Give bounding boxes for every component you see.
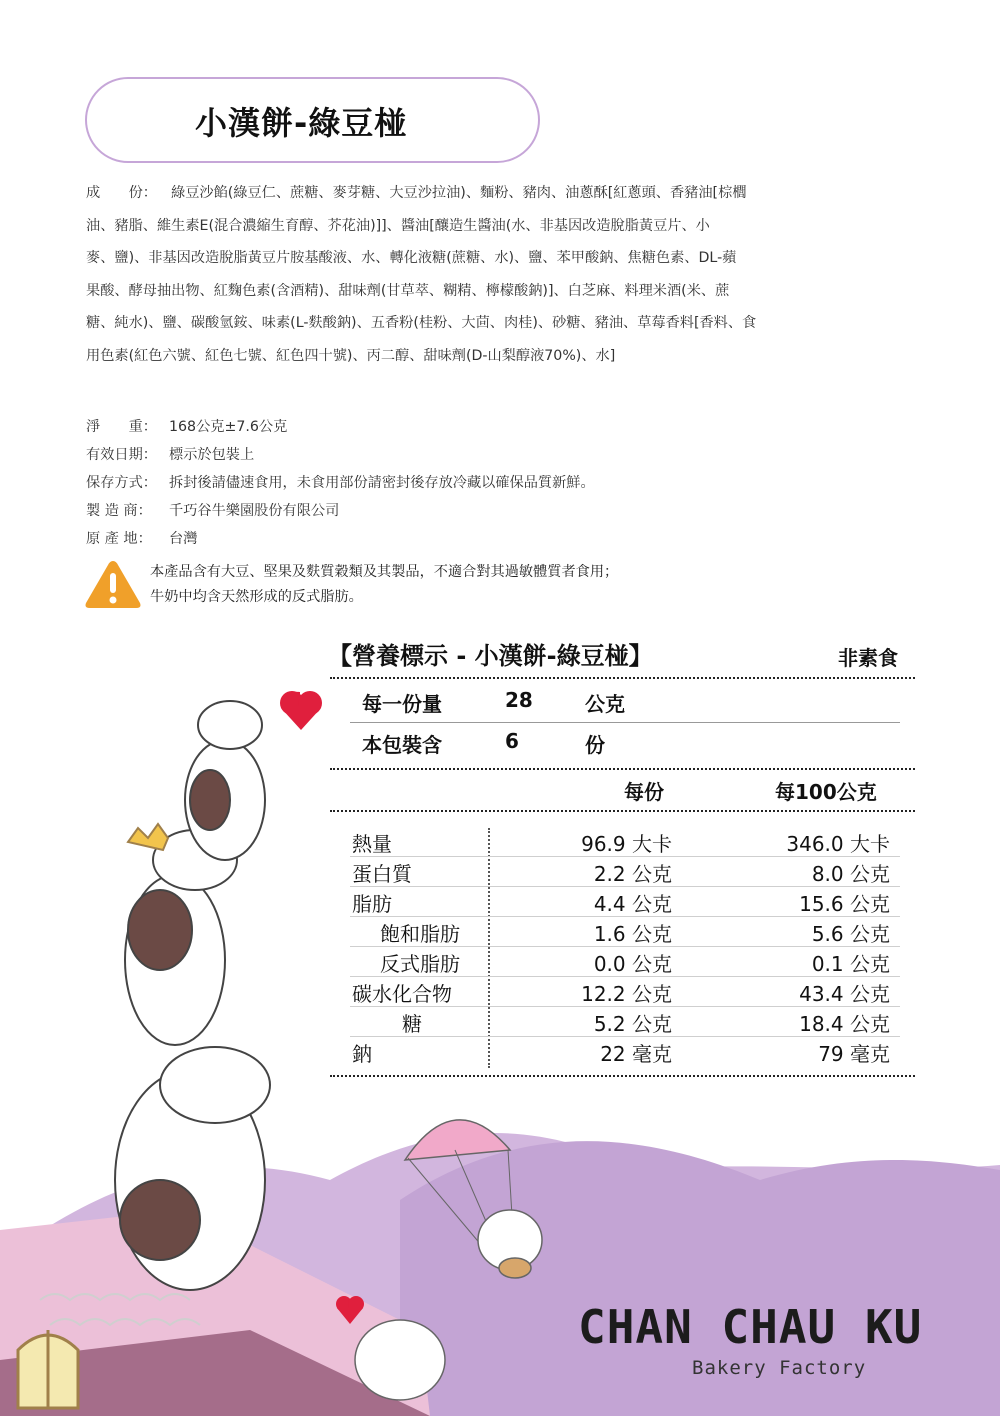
nutrient-per-100g: 8.0 公克 (811, 862, 890, 886)
nutrient-per-serving: 2.2 公克 (593, 862, 672, 886)
nutrition-row (350, 1038, 890, 1068)
nutrient-per-serving: 4.4 公克 (593, 892, 672, 916)
ingredients-line-3: 麥、鹽)、非基因改造脫脂黃豆片胺基酸液、水、轉化液糖(蔗糖、水)、鹽、苯甲酸鈉、焦糖色素、DL-蘋 (86, 250, 737, 266)
nutrient-per-serving: 96.9 大卡 (581, 832, 672, 856)
col-per-100g: 每100公克 (775, 780, 877, 804)
serving-size-label: 每一份量 (362, 692, 442, 716)
nutrition-row-divider (350, 856, 900, 857)
brand-subtitle: Bakery Factory (692, 1357, 867, 1379)
vegetarian-label: 非素食 (838, 646, 898, 670)
nutrition-row-divider (350, 916, 900, 917)
nutrient-per-100g: 346.0 大卡 (786, 832, 890, 856)
warning-icon (84, 558, 142, 610)
nutrition-row (350, 918, 890, 948)
warning-line-1: 本產品含有大豆、堅果及麩質穀類及其製品，不適合對其過敏體質者食用； (150, 564, 619, 580)
nutrition-row (350, 1008, 890, 1038)
nutrient-name: 反式脂肪 (380, 952, 460, 976)
nutrition-row (350, 978, 890, 1008)
nutrition-divider-top (330, 677, 915, 679)
nutrition-row (350, 858, 890, 888)
heart-top-tip (281, 708, 321, 730)
nutrition-row (350, 828, 890, 858)
nutrient-name: 蛋白質 (352, 862, 412, 886)
nutrient-per-100g: 18.4 公克 (799, 1012, 890, 1036)
nutrient-name: 熱量 (352, 832, 392, 856)
rabbit-basket (499, 1258, 531, 1278)
nutrition-row-divider (350, 886, 900, 887)
info-manufacturer: 製 造 商： 千巧谷牛樂園股份有限公司 (86, 503, 340, 519)
serving-size-value: 28 (505, 688, 533, 712)
info-origin: 原 產 地： 台灣 (86, 531, 198, 547)
ingredients-line-6: 用色素(紅色六號、紅色七號、紅色四十號)、丙二醇、甜味劑(D-山梨醇液70%)、水] (86, 347, 616, 364)
nutrition-title: 【營養標示 - 小漢餅-綠豆椪】 (328, 642, 653, 670)
rabbit-bottom (355, 1320, 445, 1400)
nutrient-name: 脂肪 (352, 892, 392, 916)
nutrient-name: 飽和脂肪 (380, 922, 460, 946)
nutrient-per-serving: 12.2 公克 (581, 982, 672, 1006)
nutrition-divider-head (330, 810, 915, 812)
nutrient-name: 鈉 (352, 1042, 372, 1066)
nutrient-per-serving: 0.0 公克 (593, 952, 672, 976)
product-info (86, 413, 595, 553)
nutrient-name: 碳水化合物 (352, 982, 452, 1006)
ingredients-line-5: 糖、純水)、鹽、碳酸氫銨、味素(L-麩酸鈉)、五香粉(桂粉、大茴、肉桂)、砂糖、豬油、草莓香料[香料、食 (86, 315, 757, 331)
nutrient-name: 糖 (402, 1012, 422, 1036)
nutrient-per-serving: 22 毫克 (600, 1042, 672, 1066)
nutrition-row (350, 888, 890, 918)
nutrition-row (350, 948, 890, 978)
cow-stack (115, 701, 270, 1290)
serving-size-unit: 公克 (585, 692, 625, 716)
product-title: 小漢餅-綠豆椪 (195, 104, 408, 142)
ingredients-block (86, 177, 916, 372)
info-expiry: 有效日期： 標示於包裝上 (86, 447, 255, 463)
nutrition-row-divider (350, 1036, 900, 1037)
servings-label: 本包裝含 (362, 733, 442, 757)
nutrient-per-100g: 5.6 公克 (811, 922, 890, 946)
nutrient-per-100g: 43.4 公克 (799, 982, 890, 1006)
nutrition-row-divider (350, 976, 900, 977)
ingredients-line-1: 成 份： 綠豆沙餡(綠豆仁、蔗糖、麥芽糖、大豆沙拉油)、麵粉、豬肉、油蔥酥[紅蔥頭、香豬油[棕櫚 (86, 177, 916, 210)
serving-divider (350, 722, 900, 723)
allergen-warning (150, 560, 618, 610)
nutrition-divider-bottom (330, 1075, 915, 1077)
brand-name: CHAN CHAU KU (578, 1300, 923, 1354)
nutrient-per-serving: 5.2 公克 (593, 1012, 672, 1036)
info-net-weight: 淨 重： 168公克±7.6公克 (86, 419, 288, 435)
nutrition-row-divider (350, 1006, 900, 1007)
nutrition-divider-mid (330, 768, 915, 770)
warning-line-2: 牛奶中均含天然形成的反式脂肪。 (150, 589, 363, 605)
nutrient-per-100g: 79 毫克 (818, 1042, 890, 1066)
ingredients-line-2: 油、豬脂、維生素E(混合濃縮生育醇、芥花油)]]、醬油[釀造生醬油(水、非基因改造脫脂黃豆片、小 (86, 217, 710, 234)
servings-value: 6 (505, 729, 519, 753)
ingredients-label: 成 份： (86, 185, 157, 201)
crown (128, 824, 168, 850)
nutrition-row-divider (350, 946, 900, 947)
nutrient-per-serving: 1.6 公克 (593, 922, 672, 946)
info-storage: 保存方式： 拆封後請儘速食用，未食用部份請密封後存放冷藏以確保品質新鮮。 (86, 475, 595, 491)
nutrient-per-100g: 0.1 公克 (811, 952, 890, 976)
ingredients-line-4: 果酸、酵母抽出物、紅麴色素(含酒精)、甜味劑(甘草萃、糊精、檸檬酸鈉)]、白芝麻、料理米酒(米、蔗 (86, 282, 730, 299)
nutrient-per-100g: 15.6 公克 (799, 892, 890, 916)
col-per-serving: 每份 (624, 780, 664, 804)
servings-unit: 份 (585, 733, 605, 757)
